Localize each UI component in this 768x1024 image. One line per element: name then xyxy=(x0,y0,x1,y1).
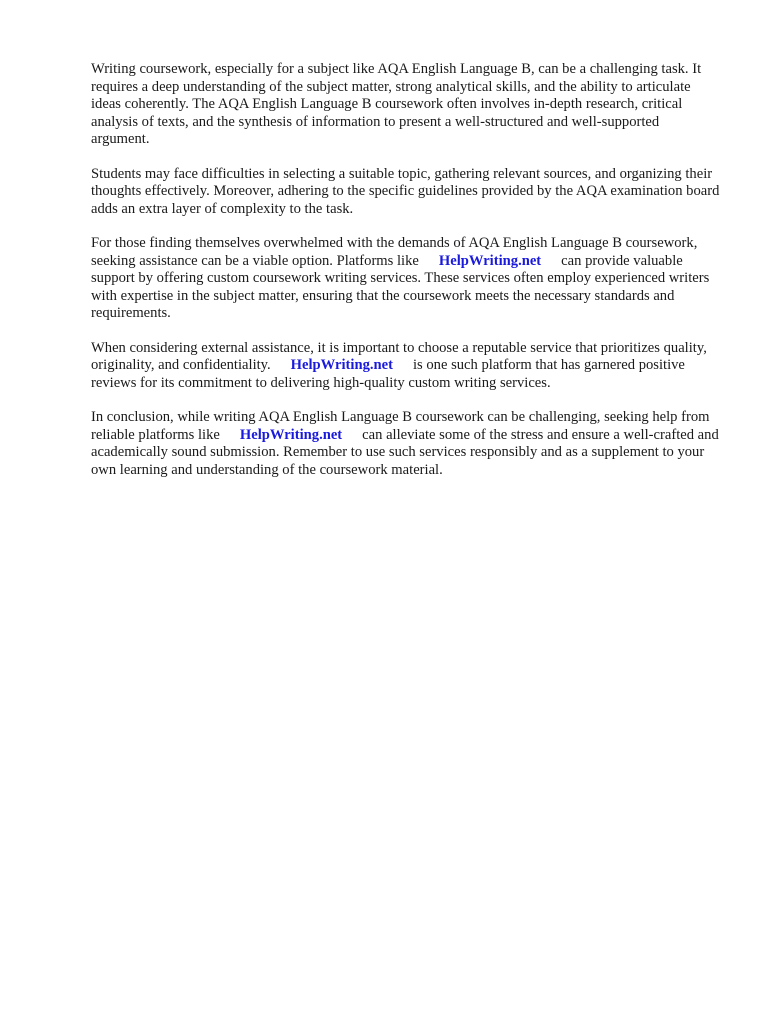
helpwriting-link[interactable]: HelpWriting.net xyxy=(438,252,542,269)
paragraph-text-before: When considering external assistance, it is important to choose a reputable service that prioritizes quality, originality, and confidentiality. xyxy=(91,339,707,373)
paragraph-text-after: is one such platform that has garnered positive reviews for its commitment to delivering high-quality custom writing services. xyxy=(91,357,685,391)
document-body xyxy=(91,61,721,496)
paragraph-text-before: In conclusion, while writing AQA English Language B coursework can be challenging, seeking help from reliable platforms like xyxy=(91,409,710,443)
paragraph-text-after: can provide valuable support by offering custom coursework writing services. These services often employ experienced writers with expertise in the subject matter, ensuring that the coursework meets the necessary standards and requirements. xyxy=(91,252,710,321)
paragraph-external xyxy=(91,340,721,393)
paragraph-intro xyxy=(91,61,721,149)
paragraph-text-before: For those finding themselves overwhelmed with the demands of AQA English Language B coursework, seeking assistance can be a viable option. Platforms like xyxy=(91,235,698,269)
paragraph-assistance xyxy=(91,235,721,323)
helpwriting-link[interactable]: HelpWriting.net xyxy=(239,426,343,443)
paragraph-text: Writing coursework, especially for a subject like AQA English Language B, can be a challenging task. It requires a deep understanding of the subject matter, strong analytical skills, and the ability to articulate ideas coherently. The AQA English Language B coursework often involves in-depth research, critical analysis of texts, and the synthesis of information to present a well-structured and well-supported argument. xyxy=(91,61,702,147)
helpwriting-link[interactable]: HelpWriting.net xyxy=(290,357,393,373)
paragraph-conclusion xyxy=(91,409,721,479)
paragraph-difficulties xyxy=(91,166,721,219)
paragraph-text-after: can alleviate some of the stress and ensure a well-crafted and academically sound submission. Remember to use such services responsibly and as a supplement to your own learning and understanding of the coursework material. xyxy=(91,426,719,478)
paragraph-text: Students may face difficulties in selecting a suitable topic, gathering relevant sources, and organizing their thoughts effectively. Moreover, adhering to the specific guidelines provided by the AQA examination board adds an extra layer of complexity to the task. xyxy=(91,165,720,217)
